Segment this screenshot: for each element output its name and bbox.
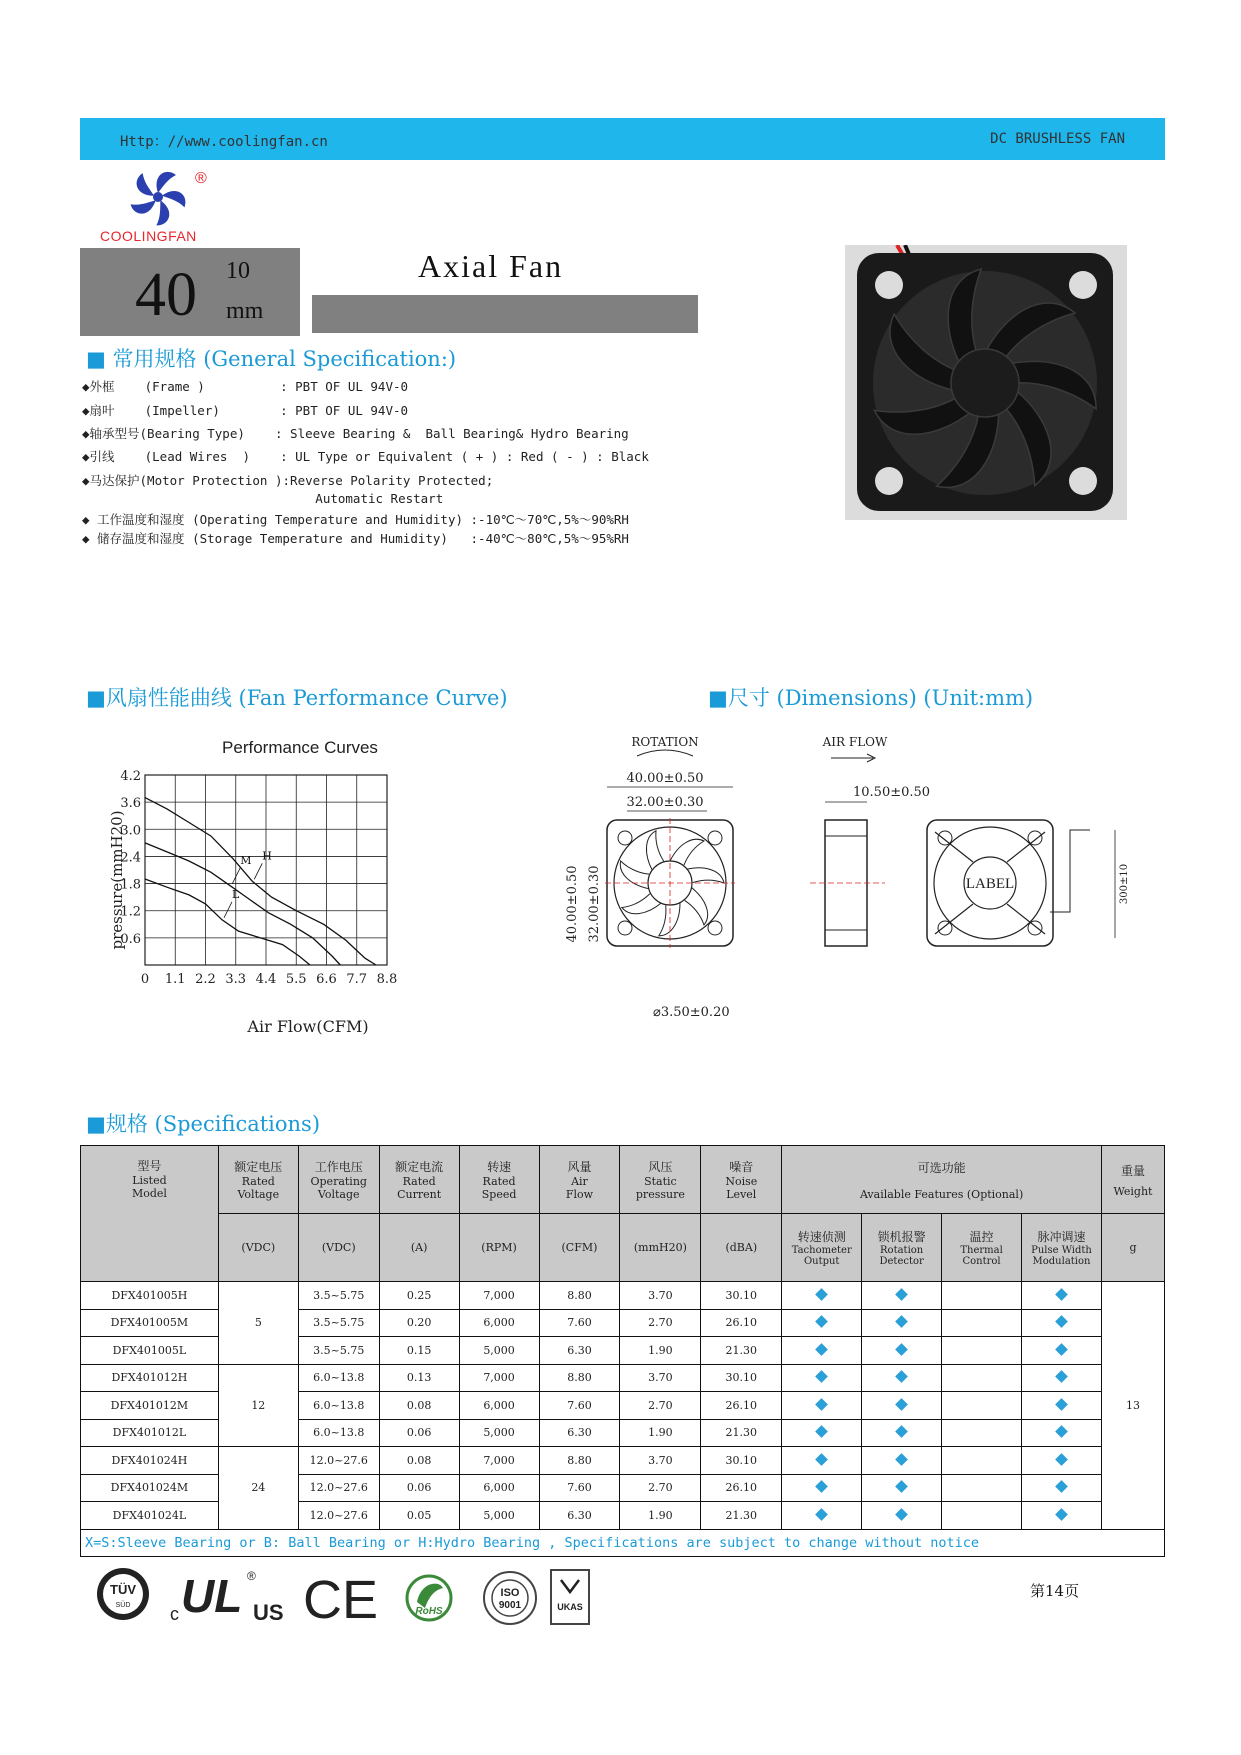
- cell-pwm: [1022, 1419, 1102, 1447]
- svg-text:®: ®: [247, 1569, 256, 1583]
- cell-model: DFX401024H: [81, 1447, 219, 1475]
- feature-available-icon: [1055, 1453, 1068, 1466]
- x-tick-label: 2.2: [195, 972, 216, 987]
- col-operating-voltage: 工作电压 Operating Voltage: [298, 1146, 379, 1214]
- cell-pressure: 2.70: [620, 1309, 701, 1337]
- coolingfan-logo-icon: [125, 165, 215, 227]
- cell-tachometer: [782, 1474, 862, 1502]
- unit-operating-voltage: (VDC): [298, 1214, 379, 1282]
- fan-size: 40: [135, 261, 197, 329]
- y-tick-label: 1.2: [120, 904, 141, 920]
- cell-tachometer: [782, 1309, 862, 1337]
- cell-pwm: [1022, 1392, 1102, 1420]
- feature-thermal-control: 温控 Thermal Control: [942, 1214, 1022, 1282]
- cell-pwm: [1022, 1502, 1102, 1530]
- airflow-label: AIR FLOW: [822, 735, 888, 749]
- cell-rotation-detector: [862, 1419, 942, 1447]
- cell-rated-voltage: 24: [218, 1447, 298, 1530]
- x-tick-label: 5.5: [285, 972, 307, 987]
- spec-table: [80, 1145, 1165, 1557]
- cell-model: DFX401012L: [81, 1419, 219, 1447]
- cell-operating-voltage: 6.0~13.8: [298, 1392, 379, 1420]
- cell-model: DFX401005M: [81, 1309, 219, 1337]
- website-url[interactable]: Http：//www.coolingfan.cn: [120, 134, 328, 150]
- inner-height-dim: 32.00±0.30: [587, 865, 602, 943]
- cell-current: 0.20: [379, 1309, 459, 1337]
- cell-model: DFX401012M: [81, 1392, 219, 1420]
- category-label: DC BRUSHLESS FAN: [990, 131, 1125, 147]
- cell-airflow: 7.60: [539, 1392, 620, 1420]
- table-row: [81, 1282, 1165, 1310]
- airflow-arrow-icon: [831, 754, 875, 762]
- cell-rotation-detector: [862, 1309, 942, 1337]
- feature-available-icon: [815, 1398, 828, 1411]
- cell-thermal-control: [942, 1364, 1022, 1392]
- spec-lead-wires: ◆引线 (Lead Wires ) : UL Type or Equivalent ( + ) : Red ( - ) : Black: [82, 449, 649, 464]
- y-tick-label: 3.0: [120, 823, 141, 839]
- chart-xlabel: Air Flow(CFM): [247, 1017, 369, 1036]
- cell-speed: 7,000: [459, 1364, 539, 1392]
- series-line-H: [145, 798, 376, 965]
- feature-available-icon: [1055, 1398, 1068, 1411]
- tuv-logo-icon: [97, 1568, 149, 1620]
- spec-impeller: ◆扇叶 (Impeller) : PBT OF UL 94V-0: [82, 403, 409, 418]
- cell-pwm: [1022, 1474, 1102, 1502]
- svg-text:SÜD: SÜD: [115, 1602, 131, 1609]
- feature-tachometer: 转速侦测 Tachometer Output: [782, 1214, 862, 1282]
- cell-noise: 26.10: [701, 1309, 782, 1337]
- x-tick-label: 6.6: [316, 972, 337, 987]
- cell-airflow: 8.80: [539, 1364, 620, 1392]
- cell-pressure: 2.70: [620, 1474, 701, 1502]
- cell-airflow: 6.30: [539, 1419, 620, 1447]
- y-tick-label: 3.6: [120, 796, 141, 812]
- col-air-flow: 风量 Air Flow: [539, 1146, 620, 1214]
- x-tick-label: 3.3: [225, 972, 247, 987]
- product-photo: [845, 245, 1127, 520]
- cell-noise: 21.30: [701, 1419, 782, 1447]
- cell-thermal-control: [942, 1447, 1022, 1475]
- svg-text:UL: UL: [181, 1570, 243, 1622]
- cell-pwm: [1022, 1337, 1102, 1365]
- curve-heading: ■风扇性能曲线 (Fan Performance Curve): [86, 686, 508, 710]
- lead-wire-icon: [1050, 830, 1090, 912]
- cell-operating-voltage: 3.5~5.75: [298, 1282, 379, 1310]
- rohs-logo-icon: [407, 1576, 451, 1620]
- inner-width-dim: 32.00±0.30: [626, 795, 704, 810]
- rotation-label: ROTATION: [631, 735, 699, 749]
- svg-text:9001: 9001: [498, 1600, 522, 1611]
- cell-noise: 30.10: [701, 1447, 782, 1475]
- svg-text:c: c: [170, 1604, 179, 1624]
- cell-pressure: 3.70: [620, 1282, 701, 1310]
- unit-current: (A): [379, 1214, 459, 1282]
- series-label-pointer: [224, 902, 232, 918]
- feature-available-icon: [1055, 1288, 1068, 1301]
- table-footnote: X=S:Sleeve Bearing or B: Ball Bearing or H:Hydro Bearing , Specifications are subject to change without notice: [81, 1529, 1165, 1557]
- cell-current: 0.05: [379, 1502, 459, 1530]
- cell-thermal-control: [942, 1502, 1022, 1530]
- cell-tachometer: [782, 1502, 862, 1530]
- cell-current: 0.06: [379, 1474, 459, 1502]
- svg-text:UKAS: UKAS: [557, 1602, 583, 1612]
- feature-available-icon: [895, 1453, 908, 1466]
- unit-rated-voltage: (VDC): [218, 1214, 298, 1282]
- size-box: [80, 248, 300, 336]
- x-tick-label: 4.4: [255, 972, 277, 987]
- col-static-pressure: 风压 Static pressure: [620, 1146, 701, 1214]
- cell-rotation-detector: [862, 1282, 942, 1310]
- performance-chart: [100, 730, 470, 1040]
- x-tick-label: 0: [140, 972, 150, 987]
- cell-speed: 7,000: [459, 1447, 539, 1475]
- cell-airflow: 6.30: [539, 1502, 620, 1530]
- chart-title: Performance Curves: [222, 738, 378, 757]
- cell-pressure: 2.70: [620, 1392, 701, 1420]
- cell-noise: 30.10: [701, 1364, 782, 1392]
- y-tick-label: 1.8: [120, 877, 141, 893]
- feature-available-icon: [815, 1508, 828, 1521]
- feature-available-icon: [895, 1370, 908, 1383]
- cell-model: DFX401012H: [81, 1364, 219, 1392]
- spec-frame: ◆外框 (Frame ) : PBT OF UL 94V-0: [82, 379, 409, 394]
- spec-table-heading: ■规格 (Specifications): [86, 1112, 321, 1136]
- cell-airflow: 6.30: [539, 1337, 620, 1365]
- cell-thermal-control: [942, 1474, 1022, 1502]
- cell-thermal-control: [942, 1309, 1022, 1337]
- feature-available-icon: [815, 1425, 828, 1438]
- wire-length-dim: 300±10: [1119, 863, 1130, 905]
- rotation-arrow-icon: [637, 750, 693, 756]
- general-spec-heading: ■ 常用规格 (General Specification:): [86, 347, 457, 371]
- cell-operating-voltage: 12.0~27.6: [298, 1447, 379, 1475]
- feature-available-icon: [815, 1480, 828, 1493]
- cell-thermal-control: [942, 1282, 1022, 1310]
- cell-airflow: 7.60: [539, 1309, 620, 1337]
- unit-pressure: (mmH20): [620, 1214, 701, 1282]
- cell-pressure: 3.70: [620, 1447, 701, 1475]
- unit-noise: (dBA): [701, 1214, 782, 1282]
- cell-rotation-detector: [862, 1447, 942, 1475]
- dimensions-drawing: [555, 732, 1175, 1032]
- cell-current: 0.25: [379, 1282, 459, 1310]
- feature-available-icon: [895, 1425, 908, 1438]
- table-row: [81, 1447, 1165, 1475]
- title-bar: [312, 295, 698, 333]
- cell-speed: 6,000: [459, 1474, 539, 1502]
- cell-rated-voltage: 5: [218, 1282, 298, 1365]
- cell-pressure: 1.90: [620, 1337, 701, 1365]
- cell-operating-voltage: 3.5~5.75: [298, 1309, 379, 1337]
- cell-speed: 5,000: [459, 1337, 539, 1365]
- spec-motor-protection-2: Automatic Restart: [82, 491, 444, 506]
- cell-tachometer: [782, 1337, 862, 1365]
- feature-available-icon: [1055, 1508, 1068, 1521]
- y-tick-label: 4.2: [120, 769, 141, 784]
- cell-tachometer: [782, 1447, 862, 1475]
- feature-available-icon: [895, 1343, 908, 1356]
- cell-rotation-detector: [862, 1337, 942, 1365]
- svg-text:TÜV: TÜV: [110, 1582, 136, 1597]
- cell-speed: 7,000: [459, 1282, 539, 1310]
- feature-available-icon: [815, 1315, 828, 1328]
- cell-noise: 30.10: [701, 1282, 782, 1310]
- cell-current: 0.06: [379, 1419, 459, 1447]
- registered-mark: ®: [195, 170, 207, 187]
- series-label-pointer: [254, 863, 262, 879]
- cell-model: DFX401005H: [81, 1282, 219, 1310]
- feature-available-icon: [895, 1480, 908, 1493]
- brand-name: COOLINGFAN: [100, 228, 197, 244]
- cell-tachometer: [782, 1364, 862, 1392]
- dimensions-heading: ■尺寸 (Dimensions) (Unit:mm): [708, 686, 1034, 710]
- feature-available-icon: [815, 1453, 828, 1466]
- cell-speed: 5,000: [459, 1419, 539, 1447]
- feature-available-icon: [895, 1315, 908, 1328]
- unit-airflow: (CFM): [539, 1214, 620, 1282]
- spec-storage-temp: ◆ 储存温度和湿度 (Storage Temperature and Humidity) :-40℃～80℃,5%～95%RH: [82, 531, 629, 546]
- cell-speed: 5,000: [459, 1502, 539, 1530]
- ce-logo-icon: [303, 1570, 378, 1630]
- col-noise-level: 噪音 Noise Level: [701, 1146, 782, 1214]
- product-title: Axial Fan: [418, 248, 564, 284]
- y-tick-label: 0.6: [120, 931, 141, 947]
- col-features: 可选功能 Available Features (Optional): [782, 1146, 1102, 1214]
- cell-operating-voltage: 6.0~13.8: [298, 1419, 379, 1447]
- cell-tachometer: [782, 1392, 862, 1420]
- cell-current: 0.13: [379, 1364, 459, 1392]
- cell-rated-voltage: 12: [218, 1364, 298, 1447]
- cell-noise: 21.30: [701, 1337, 782, 1365]
- size-unit: mm: [226, 298, 264, 324]
- unit-speed: (RPM): [459, 1214, 539, 1282]
- svg-text:US: US: [253, 1600, 284, 1625]
- cell-pressure: 1.90: [620, 1419, 701, 1447]
- cell-rotation-detector: [862, 1474, 942, 1502]
- fan-thickness: 10: [226, 258, 250, 284]
- cell-tachometer: [782, 1282, 862, 1310]
- feature-available-icon: [895, 1398, 908, 1411]
- cell-operating-voltage: 3.5~5.75: [298, 1337, 379, 1365]
- cell-pwm: [1022, 1447, 1102, 1475]
- cell-operating-voltage: 12.0~27.6: [298, 1474, 379, 1502]
- cell-speed: 6,000: [459, 1309, 539, 1337]
- cell-noise: 26.10: [701, 1392, 782, 1420]
- cell-pwm: [1022, 1364, 1102, 1392]
- outer-width-dim: 40.00±0.50: [626, 771, 704, 786]
- x-tick-label: 8.8: [376, 972, 398, 987]
- cell-tachometer: [782, 1419, 862, 1447]
- cell-rotation-detector: [862, 1364, 942, 1392]
- x-tick-label: 7.7: [346, 972, 368, 987]
- cell-model: DFX401024M: [81, 1474, 219, 1502]
- iso-logo-icon: [484, 1572, 536, 1624]
- cell-current: 0.15: [379, 1337, 459, 1365]
- col-weight: 重量 Weight: [1101, 1146, 1164, 1214]
- cell-thermal-control: [942, 1392, 1022, 1420]
- cell-current: 0.08: [379, 1447, 459, 1475]
- x-tick-label: 1.1: [164, 972, 186, 987]
- feature-available-icon: [815, 1370, 828, 1383]
- feature-pwm: 脉冲调速 Pulse Width Modulation: [1022, 1214, 1102, 1282]
- svg-text:CE: CE: [303, 1570, 379, 1630]
- feature-available-icon: [895, 1508, 908, 1521]
- cell-speed: 6,000: [459, 1392, 539, 1420]
- page-number: 第14页: [1030, 1582, 1080, 1600]
- series-label: H: [262, 849, 272, 863]
- table-row: [81, 1364, 1165, 1392]
- label-text: LABEL: [965, 876, 1015, 892]
- outer-height-dim: 40.00±0.50: [565, 865, 580, 943]
- feature-available-icon: [1055, 1343, 1068, 1356]
- cell-airflow: 8.80: [539, 1282, 620, 1310]
- col-rated-speed: 转速 Rated Speed: [459, 1146, 539, 1214]
- feature-available-icon: [815, 1288, 828, 1301]
- cell-rotation-detector: [862, 1392, 942, 1420]
- cell-pressure: 3.70: [620, 1364, 701, 1392]
- header-bar: [80, 118, 1165, 160]
- cell-pwm: [1022, 1309, 1102, 1337]
- feature-available-icon: [815, 1343, 828, 1356]
- svg-text:RoHS: RoHS: [415, 1606, 443, 1617]
- ukas-logo-icon: [551, 1570, 589, 1624]
- hole-dim: ⌀3.50±0.20: [653, 1005, 730, 1020]
- feature-available-icon: [1055, 1370, 1068, 1383]
- cell-thermal-control: [942, 1337, 1022, 1365]
- y-tick-label: 2.4: [120, 850, 141, 866]
- cell-pressure: 1.90: [620, 1502, 701, 1530]
- feature-available-icon: [1055, 1425, 1068, 1438]
- feature-available-icon: [895, 1288, 908, 1301]
- thickness-dim: 10.50±0.50: [853, 785, 931, 800]
- feature-rotation-detector: 锁机报警 Rotation Detector: [862, 1214, 942, 1282]
- series-label: L: [232, 887, 240, 901]
- ul-logo-icon: [170, 1569, 284, 1625]
- cell-operating-voltage: 6.0~13.8: [298, 1364, 379, 1392]
- cell-model: DFX401005L: [81, 1337, 219, 1365]
- series-label-pointer: [232, 868, 240, 884]
- spec-motor-protection: ◆马达保护(Motor Protection ):Reverse Polarity Protected;: [82, 473, 494, 488]
- unit-weight: g: [1101, 1214, 1164, 1282]
- feature-available-icon: [1055, 1315, 1068, 1328]
- series-label: M: [240, 853, 252, 867]
- spec-bearing: ◆轴承型号(Bearing Type) : Sleeve Bearing & Ball Bearing& Hydro Bearing: [82, 426, 629, 441]
- feature-available-icon: [1055, 1480, 1068, 1493]
- cell-noise: 26.10: [701, 1474, 782, 1502]
- cell-airflow: 7.60: [539, 1474, 620, 1502]
- col-model: 型号 Listed Model: [81, 1146, 219, 1282]
- cell-airflow: 8.80: [539, 1447, 620, 1475]
- cell-operating-voltage: 12.0~27.6: [298, 1502, 379, 1530]
- cell-weight: 13: [1101, 1282, 1164, 1530]
- svg-text:ISO: ISO: [500, 1587, 520, 1599]
- col-rated-current: 额定电流 Rated Current: [379, 1146, 459, 1214]
- chart-ylabel: pressure(mmH20): [108, 810, 126, 950]
- cell-pwm: [1022, 1282, 1102, 1310]
- cell-model: DFX401024L: [81, 1502, 219, 1530]
- spec-operating-temp: ◆ 工作温度和湿度 (Operating Temperature and Humidity) :-10℃～70℃,5%～90%RH: [82, 512, 629, 527]
- cell-current: 0.08: [379, 1392, 459, 1420]
- cell-noise: 21.30: [701, 1502, 782, 1530]
- cell-thermal-control: [942, 1419, 1022, 1447]
- cell-rotation-detector: [862, 1502, 942, 1530]
- certification-logos: [95, 1562, 605, 1632]
- col-rated-voltage: 额定电压 Rated Voltage: [218, 1146, 298, 1214]
